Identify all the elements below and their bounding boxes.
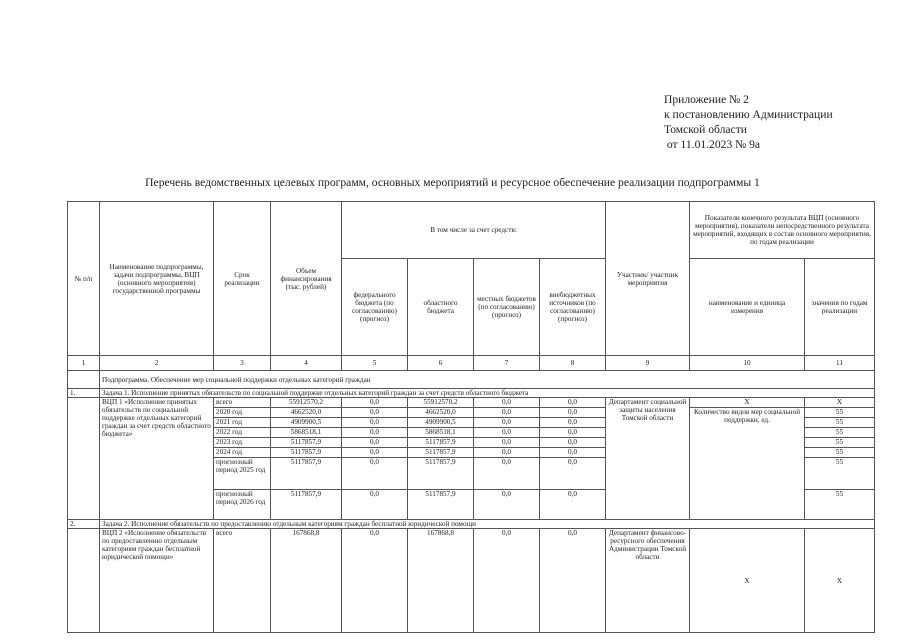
appendix-number: Приложение № 2 [664,93,749,106]
col-number: 8 [540,356,606,371]
federal-cell: 0,0 [342,408,408,418]
vcp1-participant: Департамент социальной защиты населения Томской области [606,398,690,520]
volume-cell: 5117857,9 [271,448,342,458]
indicator-value-cell: 55 [805,418,875,428]
col-number: 5 [342,356,408,371]
extra-cell: 0,0 [540,529,606,633]
federal-cell: 0,0 [342,458,408,490]
volume-cell: 55912570,2 [271,398,342,408]
regional-cell: 5117857,9 [408,448,474,458]
vcp1-name: ВЦП 1 «Исполнение принятых обязательств по социальной поддержке отдельных категорий граждан за счет средств областного бюджета» [100,398,214,520]
col-number: 10 [690,356,805,371]
indicator-value-cell: 55 [805,438,875,448]
table-row [68,398,875,408]
col-number: 6 [408,356,474,371]
regional-cell: 4909900,5 [408,418,474,428]
local-cell: 0,0 [474,428,540,438]
period-cell: 2021 год [214,418,271,428]
approval-header [664,92,833,152]
col-number: 7 [474,356,540,371]
extra-cell: 0,0 [540,408,606,418]
header-name: Наименование подпрограммы, задачи подпрограммы, ВЦП (основного мероприятия) государственной программы [100,202,214,356]
task-title: Задача 2. Исполнение обязательств по предоставлению отдельным категориям граждан бесплатной юридической помощи [100,520,875,529]
indicator-value-cell: Х [805,398,875,408]
col-number: 1 [68,356,100,371]
regional-cell: 5117857,9 [408,438,474,448]
local-cell: 0,0 [474,458,540,490]
local-cell: 0,0 [474,438,540,448]
subprogram-title: Подпрограмма. Обеспечение мер социальной поддержки отдельных категорий граждан [100,371,875,389]
extra-cell: 0,0 [540,458,606,490]
col-number: 11 [805,356,875,371]
extra-cell: 0,0 [540,428,606,438]
local-cell: 0,0 [474,418,540,428]
header-volume: Объем финансирования (тыс. рублей) [271,202,342,356]
period-cell: 2024 год [214,448,271,458]
header-ind-name: наименование и единица измерения [690,259,805,356]
local-cell: 0,0 [474,529,540,633]
vcp2-name: ВЦП 2 «Исполнение обязательств по предоставлению отдельным категориям граждан бесплатной юридической помощи» [100,529,214,633]
extra-cell: 0,0 [540,438,606,448]
volume-cell: 4909900,5 [271,418,342,428]
federal-cell: 0,0 [342,529,408,633]
indicator-value-cell: 55 [805,428,875,438]
col-number: 3 [214,356,271,371]
table-row [68,529,875,633]
local-cell: 0,0 [474,448,540,458]
period-cell: всего [214,529,271,633]
period-cell: прогнозный период 2025 год [214,458,271,490]
local-cell: 0,0 [474,398,540,408]
extra-cell: 0,0 [540,398,606,408]
header-local: местных бюджетов (по согласованию) (прогноз) [474,259,540,356]
task-number: 2. [68,520,100,529]
extra-cell: 0,0 [540,418,606,428]
header-participant: Участник/ участник мероприятия [606,202,690,356]
extra-cell: 0,0 [540,490,606,520]
period-cell: 2022 год [214,428,271,438]
col-number: 9 [606,356,690,371]
volume-cell: 5117857,9 [271,438,342,448]
volume-cell: 5117857,9 [271,490,342,520]
task-title: Задача 1. Исполнение принятых обязательств по социальной поддержке отдельных категорий граждан за счет средств областного бюджета [100,389,875,398]
local-cell: 0,0 [474,490,540,520]
federal-cell: 0,0 [342,418,408,428]
indicator-name-cell: Х [690,398,805,408]
indicator-value-cell: 55 [805,408,875,418]
regional-cell: 5117857,9 [408,458,474,490]
local-cell: 0,0 [474,408,540,418]
header-federal: федерального бюджета (по согласованию) (прогноз) [342,259,408,356]
header-incl: В том числе за счет средств: [342,202,606,259]
header-ind-values: значения по годам реализации [805,259,875,356]
federal-cell: 0,0 [342,398,408,408]
period-cell: 2023 год [214,438,271,448]
header-indicators: Показатели конечного результата ВЦП (основного мероприятия), показатели непосредственного результата мероприятий, входящих в состав основного мероприятия, по годам реализации [690,202,875,259]
volume-cell: 167868,8 [271,529,342,633]
regional-cell: 5868518,1 [408,428,474,438]
federal-cell: 0,0 [342,490,408,520]
extra-cell: 0,0 [540,448,606,458]
resolution-date: от 11.01.2023 № 9а [664,138,761,151]
task-number: 1. [68,389,100,398]
col-number: 2 [100,356,214,371]
resolution-line: к постановлению Администрации [664,108,833,121]
indicator-value-cell: Х [805,529,875,633]
regional-cell: 167868,8 [408,529,474,633]
period-cell: всего [214,398,271,408]
indicator-name-cell: Х [690,529,805,633]
federal-cell: 0,0 [342,438,408,448]
vcp2-participant: Департамент финансово-ресурсного обеспечения Администрации Томской области [606,529,690,633]
volume-cell: 5117857,9 [271,458,342,490]
col-number: 4 [271,356,342,371]
regional-cell: 55912570,2 [408,398,474,408]
volume-cell: 5868518,1 [271,428,342,438]
federal-cell: 0,0 [342,428,408,438]
indicator-value-cell: 55 [805,458,875,490]
program-table [67,201,875,633]
header-regional: областного бюджета [408,259,474,356]
header-period: Срок реализации [214,202,271,356]
header-num: № п/п [68,202,100,356]
document-title: Перечень ведомственных целевых программ, основных мероприятий и ресурсное обеспечение реализации подпрограммы 1 [145,176,760,189]
indicator-value-cell: 55 [805,448,875,458]
region-line: Томской области [664,123,747,136]
header-extra: внебюджетных источников (по согласованию) (прогноз) [540,259,606,356]
federal-cell: 0,0 [342,448,408,458]
period-cell: прогнозный период 2026 год [214,490,271,520]
regional-cell: 5117857,9 [408,490,474,520]
regional-cell: 4662520,0 [408,408,474,418]
volume-cell: 4662520,0 [271,408,342,418]
vcp1-indicator: Количество видов мер социальной поддержки, ед. [690,408,805,520]
period-cell: 2020 год [214,408,271,418]
indicator-value-cell: 55 [805,490,875,520]
